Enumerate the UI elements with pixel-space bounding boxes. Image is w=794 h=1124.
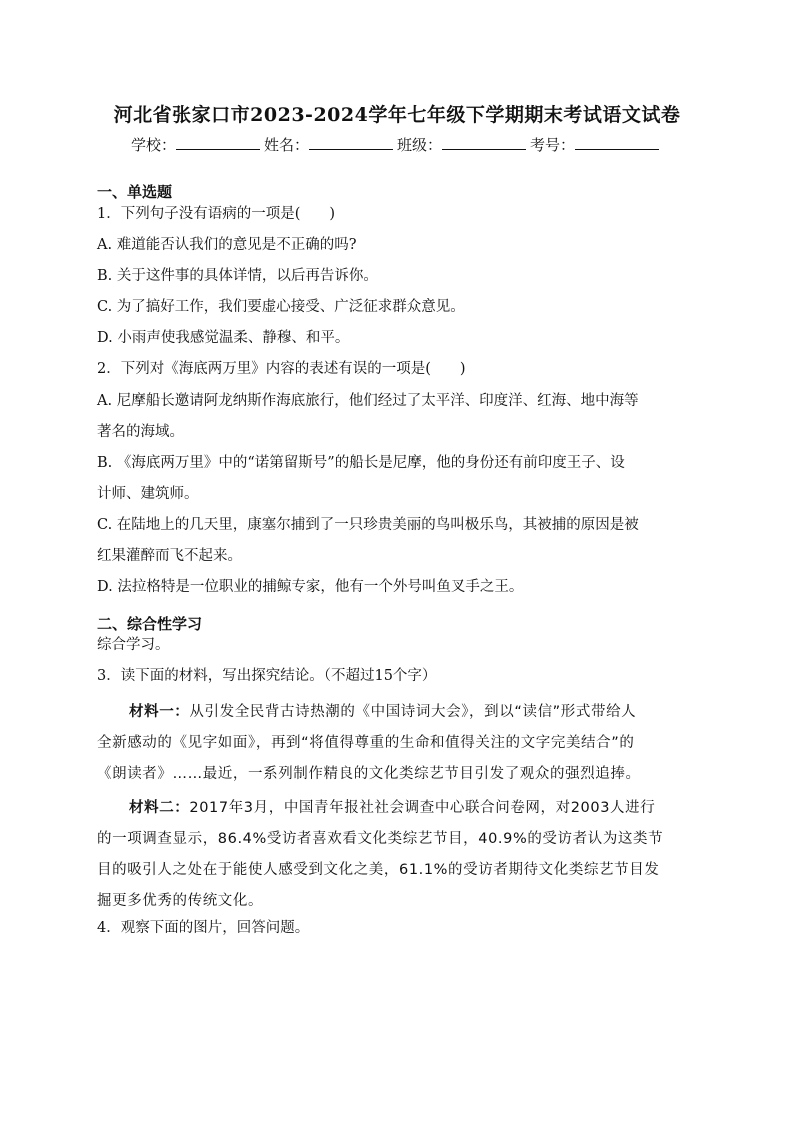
material-2-line2: 的一项调查显示，86.4%受访者喜欢看文化类综艺节目，40.9%的受访者认为这类节 bbox=[97, 831, 664, 847]
question-2-option-b-line1: B. 《海底两万里》中的“诺第留斯号”的船长是尼摩，他的身份还有前印度王子、设 bbox=[97, 455, 625, 471]
material-1-label: 材料一： bbox=[129, 704, 190, 720]
name-blank[interactable] bbox=[309, 135, 393, 150]
material-1-line3: 《朗读者》……最近，一系列制作精良的文化类综艺节目引发了观众的强烈追捧。 bbox=[97, 766, 641, 782]
page-title: 河北省张家口市2023-2024学年七年级下学期期末考试语文试卷 bbox=[113, 104, 681, 126]
section-heading-comprehensive: 二、综合性学习 bbox=[97, 615, 203, 633]
question-2-option-d: D. 法拉格特是一位职业的捕鲸专家，他有一个外号叫鱼叉手之王。 bbox=[97, 579, 524, 595]
student-info-row bbox=[0, 134, 794, 155]
material-2-line4: 掘更多优秀的传统文化。 bbox=[97, 893, 264, 909]
material-2-text: 2017年3月，中国青年报社社会调查中心联合问卷网，对2003人进行 bbox=[189, 800, 656, 816]
question-2-option-b-line2: 计师、建筑师。 bbox=[97, 486, 199, 502]
question-1-stem: 1．下列句子没有语病的一项是( ) bbox=[97, 206, 336, 222]
material-2-line1 bbox=[129, 796, 709, 817]
number-label: 考号： bbox=[530, 136, 576, 154]
material-2-line3: 目的吸引人之处在于能使人感受到文化之美，61.1%的受访者期待文化类综艺节目发 bbox=[97, 862, 660, 878]
question-2-option-c-line2: 红果灌醉而飞不起来。 bbox=[97, 548, 242, 564]
class-label: 班级： bbox=[397, 136, 443, 154]
question-1-option-d: D. 小雨声使我感觉温柔、静穆、和平。 bbox=[97, 330, 350, 346]
question-2-option-a-line1: A. 尼摩船长邀请阿龙纳斯作海底旅行，他们经过了太平洋、印度洋、红海、地中海等 bbox=[97, 393, 639, 409]
material-1-text: 从引发全民背古诗热潮的《中国诗词大会》，到以“读信”形式带给人 bbox=[189, 704, 637, 720]
material-1-line2: 全新感动的《见字如面》，再到“将值得尊重的生命和值得关注的文字完美结合”的 bbox=[97, 735, 635, 751]
section-2-intro: 综合学习。 bbox=[97, 637, 170, 653]
section-heading-single-choice: 一、单选题 bbox=[97, 183, 173, 201]
school-label: 学校： bbox=[130, 136, 176, 154]
question-1-option-a: A. 难道能否认我们的意见是不正确的吗? bbox=[97, 237, 357, 253]
name-label: 姓名： bbox=[263, 136, 309, 154]
material-1-line1 bbox=[129, 700, 709, 721]
question-4-stem: 4．观察下面的图片，回答问题。 bbox=[97, 920, 310, 936]
question-2-option-c-line1: C. 在陆地上的几天里，康塞尔捕到了一只珍贵美丽的鸟叫极乐鸟，其被捕的原因是被 bbox=[97, 517, 639, 533]
number-blank[interactable] bbox=[575, 135, 659, 150]
school-blank[interactable] bbox=[176, 135, 260, 150]
question-1-option-c: C. 为了搞好工作，我们要虚心接受、广泛征求群众意见。 bbox=[97, 299, 465, 315]
material-2-label: 材料二： bbox=[129, 800, 190, 816]
class-blank[interactable] bbox=[442, 135, 526, 150]
question-2-stem: 2．下列对《海底两万里》内容的表述有误的一项是( ) bbox=[97, 361, 466, 377]
question-3-stem: 3．读下面的材料，写出探究结论。（不超过15个字） bbox=[97, 668, 437, 684]
question-2-option-a-line2: 著名的海域。 bbox=[97, 424, 184, 440]
question-1-option-b: B. 关于这件事的具体详情，以后再告诉你。 bbox=[97, 268, 378, 284]
